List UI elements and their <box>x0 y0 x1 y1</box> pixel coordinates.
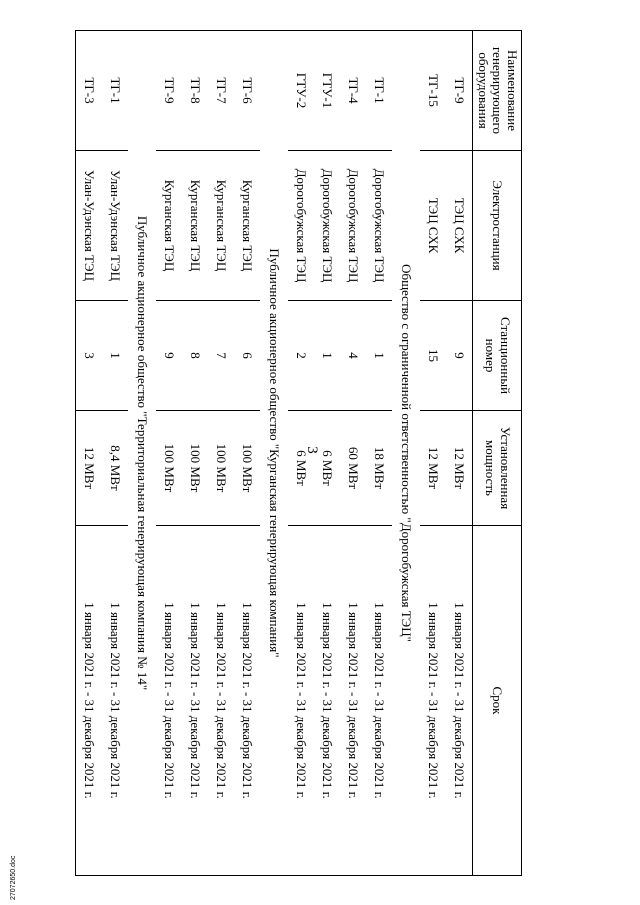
header-station: Электростанция <box>473 151 522 301</box>
cell-station: Дорогобужская ТЭЦ <box>340 151 366 301</box>
cell-term: 1 января 2021 г. - 31 декабря 2021 г. <box>314 526 340 876</box>
header-capacity: Установленная мощность <box>473 411 522 526</box>
section-title-row <box>128 31 156 876</box>
table-row <box>182 31 208 876</box>
cell-station: Улан-Удэнская ТЭЦ <box>102 151 128 301</box>
cell-term: 1 января 2021 г. - 31 декабря 2021 г. <box>182 526 208 876</box>
table-row <box>156 31 182 876</box>
cell-number: 15 <box>420 301 446 411</box>
cell-number: 6 <box>234 301 260 411</box>
cell-number: 1 <box>314 301 340 411</box>
table-row <box>340 31 366 876</box>
table-row <box>420 31 446 876</box>
cell-station: Курганская ТЭЦ <box>182 151 208 301</box>
cell-number: 1 <box>102 301 128 411</box>
cell-equipment: ТГ-1 <box>366 31 392 151</box>
header-equipment: Наименование генерирующего оборудования <box>473 31 522 151</box>
cell-station: Дорогобужская ТЭЦ <box>288 151 314 301</box>
cell-term: 1 января 2021 г. - 31 декабря 2021 г. <box>446 526 473 876</box>
cell-station: Курганская ТЭЦ <box>208 151 234 301</box>
cell-number: 7 <box>208 301 234 411</box>
cell-station: ТЭЦ СХК <box>446 151 473 301</box>
cell-equipment: ТГ-9 <box>446 31 473 151</box>
cell-capacity: 8,4 МВт <box>102 411 128 526</box>
cell-equipment: ГТУ-1 <box>314 31 340 151</box>
cell-number: 9 <box>446 301 473 411</box>
cell-capacity: 100 МВт <box>234 411 260 526</box>
table-row <box>102 31 128 876</box>
table-row <box>314 31 340 876</box>
cell-equipment: ТГ-9 <box>156 31 182 151</box>
cell-number: 4 <box>340 301 366 411</box>
table-row <box>208 31 234 876</box>
table-row <box>288 31 314 876</box>
section-title: Общество с ограниченной ответственностью "Дорогобужская ТЭЦ" <box>392 31 420 876</box>
cell-number: 8 <box>182 301 208 411</box>
section-title: Публичное акционерное общество "Курганская генерирующая компания" <box>260 31 288 876</box>
cell-term: 1 января 2021 г. - 31 декабря 2021 г. <box>76 526 103 876</box>
cell-capacity: 100 МВт <box>156 411 182 526</box>
file-name: 27072650.doc <box>10 855 17 900</box>
cell-station: Дорогобужская ТЭЦ <box>314 151 340 301</box>
cell-term: 1 января 2021 г. - 31 декабря 2021 г. <box>420 526 446 876</box>
section-title: Публичное акционерное общество "Территориальная генерирующая компания № 14" <box>128 31 156 876</box>
cell-equipment: ТГ-1 <box>102 31 128 151</box>
cell-station: Курганская ТЭЦ <box>156 151 182 301</box>
equipment-table <box>75 30 522 876</box>
cell-term: 1 января 2021 г. - 31 декабря 2021 г. <box>366 526 392 876</box>
cell-term: 1 января 2021 г. - 31 декабря 2021 г. <box>234 526 260 876</box>
cell-station: Курганская ТЭЦ <box>234 151 260 301</box>
section-title-row <box>392 31 420 876</box>
table-row <box>366 31 392 876</box>
cell-term: 1 января 2021 г. - 31 декабря 2021 г. <box>156 526 182 876</box>
cell-capacity: 12 МВт <box>446 411 473 526</box>
cell-number: 1 <box>366 301 392 411</box>
cell-capacity: 100 МВт <box>182 411 208 526</box>
table-row <box>234 31 260 876</box>
cell-term: 1 января 2021 г. - 31 декабря 2021 г. <box>208 526 234 876</box>
cell-term: 1 января 2021 г. - 31 декабря 2021 г. <box>340 526 366 876</box>
table-body <box>76 31 473 876</box>
cell-capacity: 6 МВт <box>288 411 314 526</box>
header-term: Срок <box>473 526 522 876</box>
cell-equipment: ТГ-15 <box>420 31 446 151</box>
cell-capacity: 18 МВт <box>366 411 392 526</box>
cell-equipment: ТГ-6 <box>234 31 260 151</box>
cell-term: 1 января 2021 г. - 31 декабря 2021 г. <box>288 526 314 876</box>
section-title-row <box>260 31 288 876</box>
cell-number: 3 <box>76 301 103 411</box>
table-row <box>76 31 103 876</box>
cell-equipment: ТГ-8 <box>182 31 208 151</box>
cell-number: 9 <box>156 301 182 411</box>
table-header-row <box>473 31 522 876</box>
header-number: Станционный номер <box>473 301 522 411</box>
cell-equipment: ТГ-7 <box>208 31 234 151</box>
cell-term: 1 января 2021 г. - 31 декабря 2021 г. <box>102 526 128 876</box>
cell-station: Улан-Удэнская ТЭЦ <box>76 151 103 301</box>
cell-equipment: ГТУ-2 <box>288 31 314 151</box>
cell-number: 2 <box>288 301 314 411</box>
cell-station: Дорогобужская ТЭЦ <box>366 151 392 301</box>
cell-capacity: 12 МВт <box>76 411 103 526</box>
cell-capacity: 6 МВт <box>314 411 340 526</box>
cell-equipment: ТГ-3 <box>76 31 103 151</box>
document-sheet <box>52 30 522 875</box>
page-number: 3 <box>304 446 320 454</box>
cell-capacity: 60 МВт <box>340 411 366 526</box>
cell-capacity: 100 МВт <box>208 411 234 526</box>
cell-station: ТЭЦ СХК <box>420 151 446 301</box>
cell-capacity: 12 МВт <box>420 411 446 526</box>
table-row <box>446 31 473 876</box>
cell-equipment: ТГ-4 <box>340 31 366 151</box>
